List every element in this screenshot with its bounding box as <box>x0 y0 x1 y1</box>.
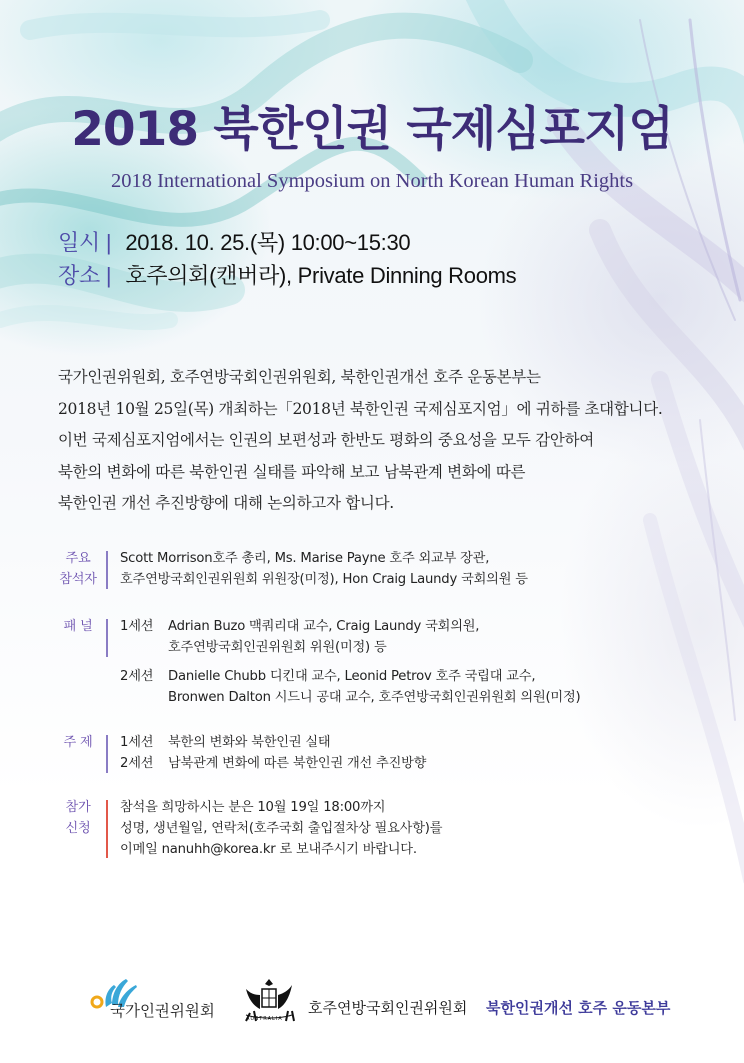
datetime-value: 2018. 10. 25.(목) 10:00~15:30 <box>125 230 411 255</box>
intro-line: 이번 국제심포지엄에서는 인권의 보편성과 한반도 평화의 중요성을 모두 감안하여 <box>58 431 594 449</box>
intro-line: 국가인권위원회, 호주연방국회인권위원회, 북한인권개선 호주 운동본부는 <box>58 368 541 386</box>
australia-committee-name: 호주연방국회인권위원회 <box>308 999 468 1017</box>
title-korean: 2018 북한인권 국제심포지엄 <box>71 102 673 157</box>
nkhr-campaign-name: 북한인권개선 호주 운동본부 <box>486 999 671 1017</box>
datetime-row <box>58 226 410 257</box>
panel-session-name: 1세션 <box>120 619 154 634</box>
intro-line: 북한의 변화에 따른 북한인권 실태를 파악해 보고 남북관계 변화에 따른 <box>58 462 526 481</box>
panel-session-name: 2세션 <box>120 669 154 684</box>
nkhr-campaign-logo <box>486 975 686 1025</box>
intro-line: 북한인권 개선 추진방향에 대해 논의하고자 합니다. <box>58 494 394 512</box>
australia-crest-label: AUSTRALIA <box>246 1016 283 1022</box>
place-divider: | <box>105 263 112 288</box>
nhrc-logo <box>88 975 228 1025</box>
place-row <box>58 259 516 290</box>
datetime-label: 일시 <box>58 230 100 255</box>
attendees-divider <box>106 551 108 589</box>
australia-committee-logo <box>238 975 478 1025</box>
panel-list: 1세션 Adrian Buzo 맥쿼리대 교수, Craig Laundy 국회의원, 호주연방국회인권위원회 위원(미정) 등 2세션 Danielle Chubb 디킨대 교수, Leonid Petrov 호주 국립대 교수, Bronwen Dalton 시드니 공대 교수, 호주연방국회인권위원회 의원(미정) <box>120 616 580 708</box>
panel-divider <box>106 619 108 657</box>
registration-text: 참석을 희망하시는 분은 10월 19일 18:00까지 성명, 생년월일, 연락처(호주국회 출입절차상 필요사항)를 이메일 nanuhh@korea.kr 로 보내주시기 바랍니다. <box>120 800 443 857</box>
topic-label: 주 제 <box>63 735 93 750</box>
registration-divider <box>106 800 108 858</box>
intro-line: 2018년 10월 25일(목) 개최하는「2018년 북한인권 국제심포지엄」에 귀하를 초대합니다. <box>58 399 663 418</box>
registration-label: 참가 신청 <box>65 800 91 836</box>
title-english: 2018 International Symposium on North Korean Human Rights <box>110 170 634 192</box>
panel-label: 패 널 <box>63 619 93 634</box>
place-value: 호주의회(캔버라), Private Dinning Rooms <box>125 263 517 288</box>
nhrc-name: 국가인권위원회 <box>110 1002 215 1020</box>
topic-list: 1세션 북한의 변화와 북한인권 실태 2세션 남북관계 변화에 따른 북한인권 개선 추진방향 <box>120 735 427 771</box>
attendees-label: 주요 참석자 <box>59 551 97 587</box>
place-label: 장소 <box>58 263 100 288</box>
nhrc-circle-icon <box>92 997 102 1007</box>
topic-divider <box>106 735 108 773</box>
datetime-divider: | <box>105 230 112 255</box>
attendees-list: Scott Morrison호주 총리, Ms. Marise Payne 호주 외교부 장관, 호주연방국회인권위원회 위원장(미정), Hon Craig Laundy 국회의원 등 <box>120 551 528 587</box>
intro-paragraph <box>58 362 718 520</box>
